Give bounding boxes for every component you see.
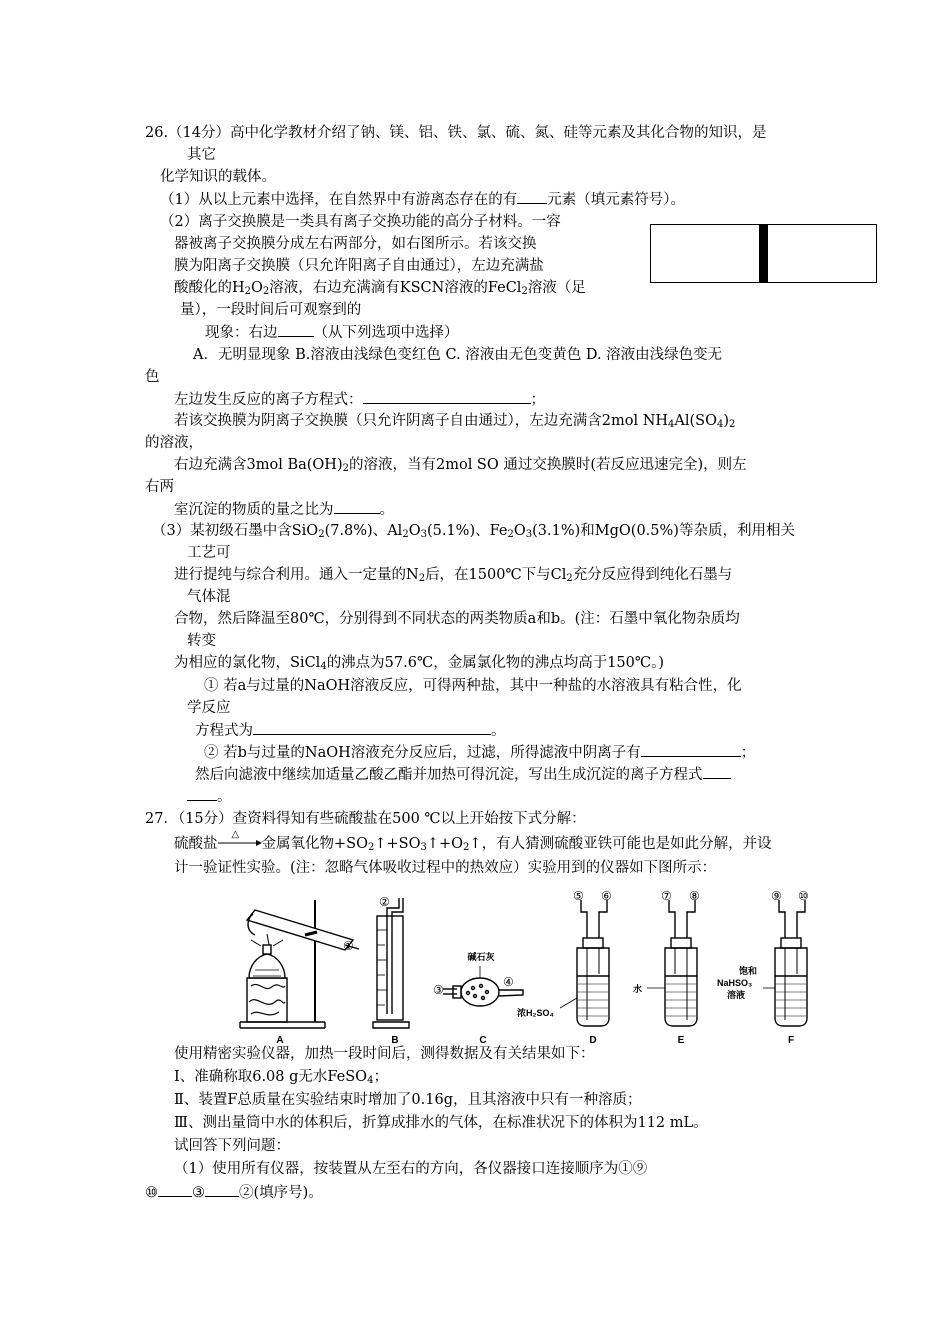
- answer-blank[interactable]: [253, 720, 491, 735]
- q26-right-wrap: 右两: [145, 479, 174, 495]
- port-1: ①: [343, 939, 354, 953]
- d-reagent-label: 浓H₂SO₄: [517, 1008, 554, 1018]
- q26-part2-l6: 现象：右边 （从下列选项中选择）: [205, 322, 459, 343]
- label-e: E: [677, 1035, 685, 1046]
- q26-part2-l1: （2）离子交换膜是一类具有离子交换功能的高分子材料。一容: [160, 214, 561, 230]
- q27-data-3: Ⅲ、测出量筒中水的体积后，折算成排水的气体，在标准状况下的体积为112 mL。: [174, 1115, 708, 1131]
- q26-options-wrap: 色: [145, 369, 160, 385]
- port-8: ⑧: [689, 890, 700, 903]
- f-reagent-label-1: 饱和: [739, 966, 758, 976]
- q26-right-line: 右边充满含3mol $Ba(OH)_2$的溶液，当有2mol SO 通过交换膜时(若反应迅速完全)，则左: [174, 457, 747, 474]
- answer-blank[interactable]: [334, 499, 380, 514]
- answer-blank[interactable]: [205, 1182, 239, 1197]
- q27-data-1: Ⅰ、准确称取6.08 g无水FeSO$_4$；: [174, 1069, 388, 1086]
- label-f: F: [787, 1035, 795, 1046]
- q26-sub1-l2: 学反应: [187, 700, 231, 716]
- port-3: ③: [433, 983, 444, 997]
- apparatus-b: [373, 898, 409, 1028]
- q26-line1: 26.（14分）高中化学教材介绍了钠、镁、铝、铁、氯、硫、氮、硅等元素及其化合物的知识，是: [145, 125, 767, 141]
- label-b: B: [391, 1035, 399, 1046]
- apparatus-d: [560, 900, 609, 1026]
- q27-line1: 27．（15分）查资料得知有些硫酸盐在500 ℃以上开始按下式分解：: [145, 811, 586, 827]
- label-a: A: [276, 1035, 284, 1046]
- q26-part3-l2-wrap: 气体混: [187, 589, 231, 605]
- q26-anion-line: 若该交换膜为阴离子交换膜（只允许阴离子自由通过），左边充满含2mol $NH_4Al(SO_4)_2$: [174, 413, 736, 430]
- q27-equation: 硫酸盐 △ 金属氧化物$+SO_2↑+SO_3↑+O_2↑$，有人猜测硫酸亚铁可能也是如此分解，并设: [174, 834, 772, 854]
- q26-part2-l4: 酸酸化的$H_2O_2$溶液，右边充满滴有KSCN溶液的FeCl$_2$溶液（足: [174, 280, 586, 297]
- membrane-figure: [650, 224, 877, 283]
- apparatus-e: [647, 900, 697, 1026]
- apparatus-figure: [235, 890, 825, 1050]
- q27-use-line: 使用精密实验仪器，加热一段时间后，测得数据及有关结果如下：: [174, 1046, 595, 1062]
- answer-blank[interactable]: [158, 1182, 192, 1197]
- q26-sub2-l1: ② 若b与过量的NaOH溶液充分反应后，过滤，所得滤液中阴离子有 ；: [204, 742, 755, 763]
- q26-part3-l1: （3）某初级石墨中含SiO$_2$(7.8%)、$Al_2O_3(5.1\%)$、$Fe_2O_3(3.1\%)$和MgO(0.5%)等杂质，利用相关: [152, 523, 795, 540]
- membrane: [759, 225, 768, 282]
- q27-ask: 试回答下列问题：: [174, 1138, 290, 1154]
- port-6: ⑥: [601, 890, 612, 903]
- f-reagent-label-2: NaHSO₃: [717, 978, 753, 988]
- q26-part1: （1）从以上元素中选择，在自然界中有游离态存在的有 元素（填元素符号）。: [160, 189, 685, 210]
- q27-part1-wrap: ⑩ ③ ②(填序号)。: [145, 1182, 323, 1203]
- q26-sub1-l3: 方程式为 。: [195, 720, 506, 741]
- c-reagent-label: 碱石灰: [467, 952, 495, 962]
- port-4: ④: [503, 975, 514, 989]
- q26-part3-l3: 合物，然后降温至80℃，分别得到不同状态的两类物质a和b。(注：石墨中氧化物杂质均: [174, 611, 740, 627]
- answer-blank[interactable]: [187, 786, 217, 801]
- q26-options: A．无明显现象 B.溶液由浅绿色变红色 C. 溶液由无色变黄色 D. 溶液由浅绿色变无: [193, 347, 723, 363]
- q26-part2-l2: 器被离子交换膜分成左右两部分，如右图所示。若该交换: [174, 236, 537, 252]
- port-9: ⑨: [771, 890, 782, 903]
- answer-blank[interactable]: [363, 389, 531, 404]
- q26-part3-l4: 为相应的氯化物，SiCl$_4$的沸点为57.6℃，金属氯化物的沸点均高于150℃。): [174, 655, 664, 672]
- port-5: ⑤: [573, 890, 584, 903]
- apparatus-f: [763, 900, 807, 1026]
- q26-sub2-l3: 。: [187, 786, 232, 807]
- e-reagent-label: 水: [633, 984, 643, 994]
- answer-blank[interactable]: [517, 189, 547, 204]
- q26-line1-wrap: 其它: [187, 147, 216, 163]
- q26-left-equation: 左边发生反应的离子方程式： ；: [174, 389, 545, 410]
- q26-line2: 化学知识的载体。: [160, 169, 276, 185]
- q26-part3-l2: 进行提纯与综合利用。通入一定量的$N_2$后，在1500℃下与$Cl_2$充分反应得到纯化石墨与: [174, 567, 733, 584]
- port-2: ②: [379, 895, 390, 909]
- q26-part3-l1-wrap: 工艺可: [187, 545, 231, 561]
- label-d: D: [589, 1035, 597, 1046]
- q27-line3: 计一验证性实验。(注：忽略气体吸收过程中的热效应）实验用到的仪器如下图所示：: [174, 860, 717, 876]
- heat-symbol: △: [231, 829, 240, 840]
- q26-ratio: 室沉淀的物质的量之比为 。: [174, 499, 394, 520]
- answer-blank[interactable]: [641, 742, 741, 757]
- label-c: C: [479, 1035, 487, 1046]
- heat-arrow: [218, 829, 262, 849]
- q26-part3-l3-wrap: 转变: [187, 633, 216, 649]
- answer-blank[interactable]: [278, 322, 314, 337]
- q26-anion-wrap: 的溶液，: [145, 435, 203, 451]
- f-reagent-label-3: 溶液: [727, 990, 746, 1000]
- q27-data-2: Ⅱ、装置F总质量在实验结束时增加了0.16g，且其溶液中只有一种溶质；: [174, 1092, 642, 1108]
- q26-sub2-l2: 然后向滤液中继续加适量乙酸乙酯并加热可得沉淀，写出生成沉淀的离子方程式: [195, 764, 731, 785]
- q26-part2-l5: 量），一段时间后可观察到的: [180, 302, 362, 318]
- q26-sub1-l1: ① 若a与过量的NaOH溶液反应，可得两种盐，其中一种盐的水溶液具有粘合性，化: [204, 678, 742, 694]
- q27-part1: （1）使用所有仪器，按装置从左至右的方向，各仪器接口连接顺序为①⑨: [174, 1161, 648, 1177]
- port-7: ⑦: [661, 890, 672, 903]
- answer-blank[interactable]: [703, 764, 731, 779]
- apparatus-a: [240, 900, 359, 1028]
- port-10: ⑩: [798, 890, 809, 903]
- q26-part2-l3: 膜为阳离子交换膜（只允许阳离子自由通过），左边充满盐: [174, 258, 544, 274]
